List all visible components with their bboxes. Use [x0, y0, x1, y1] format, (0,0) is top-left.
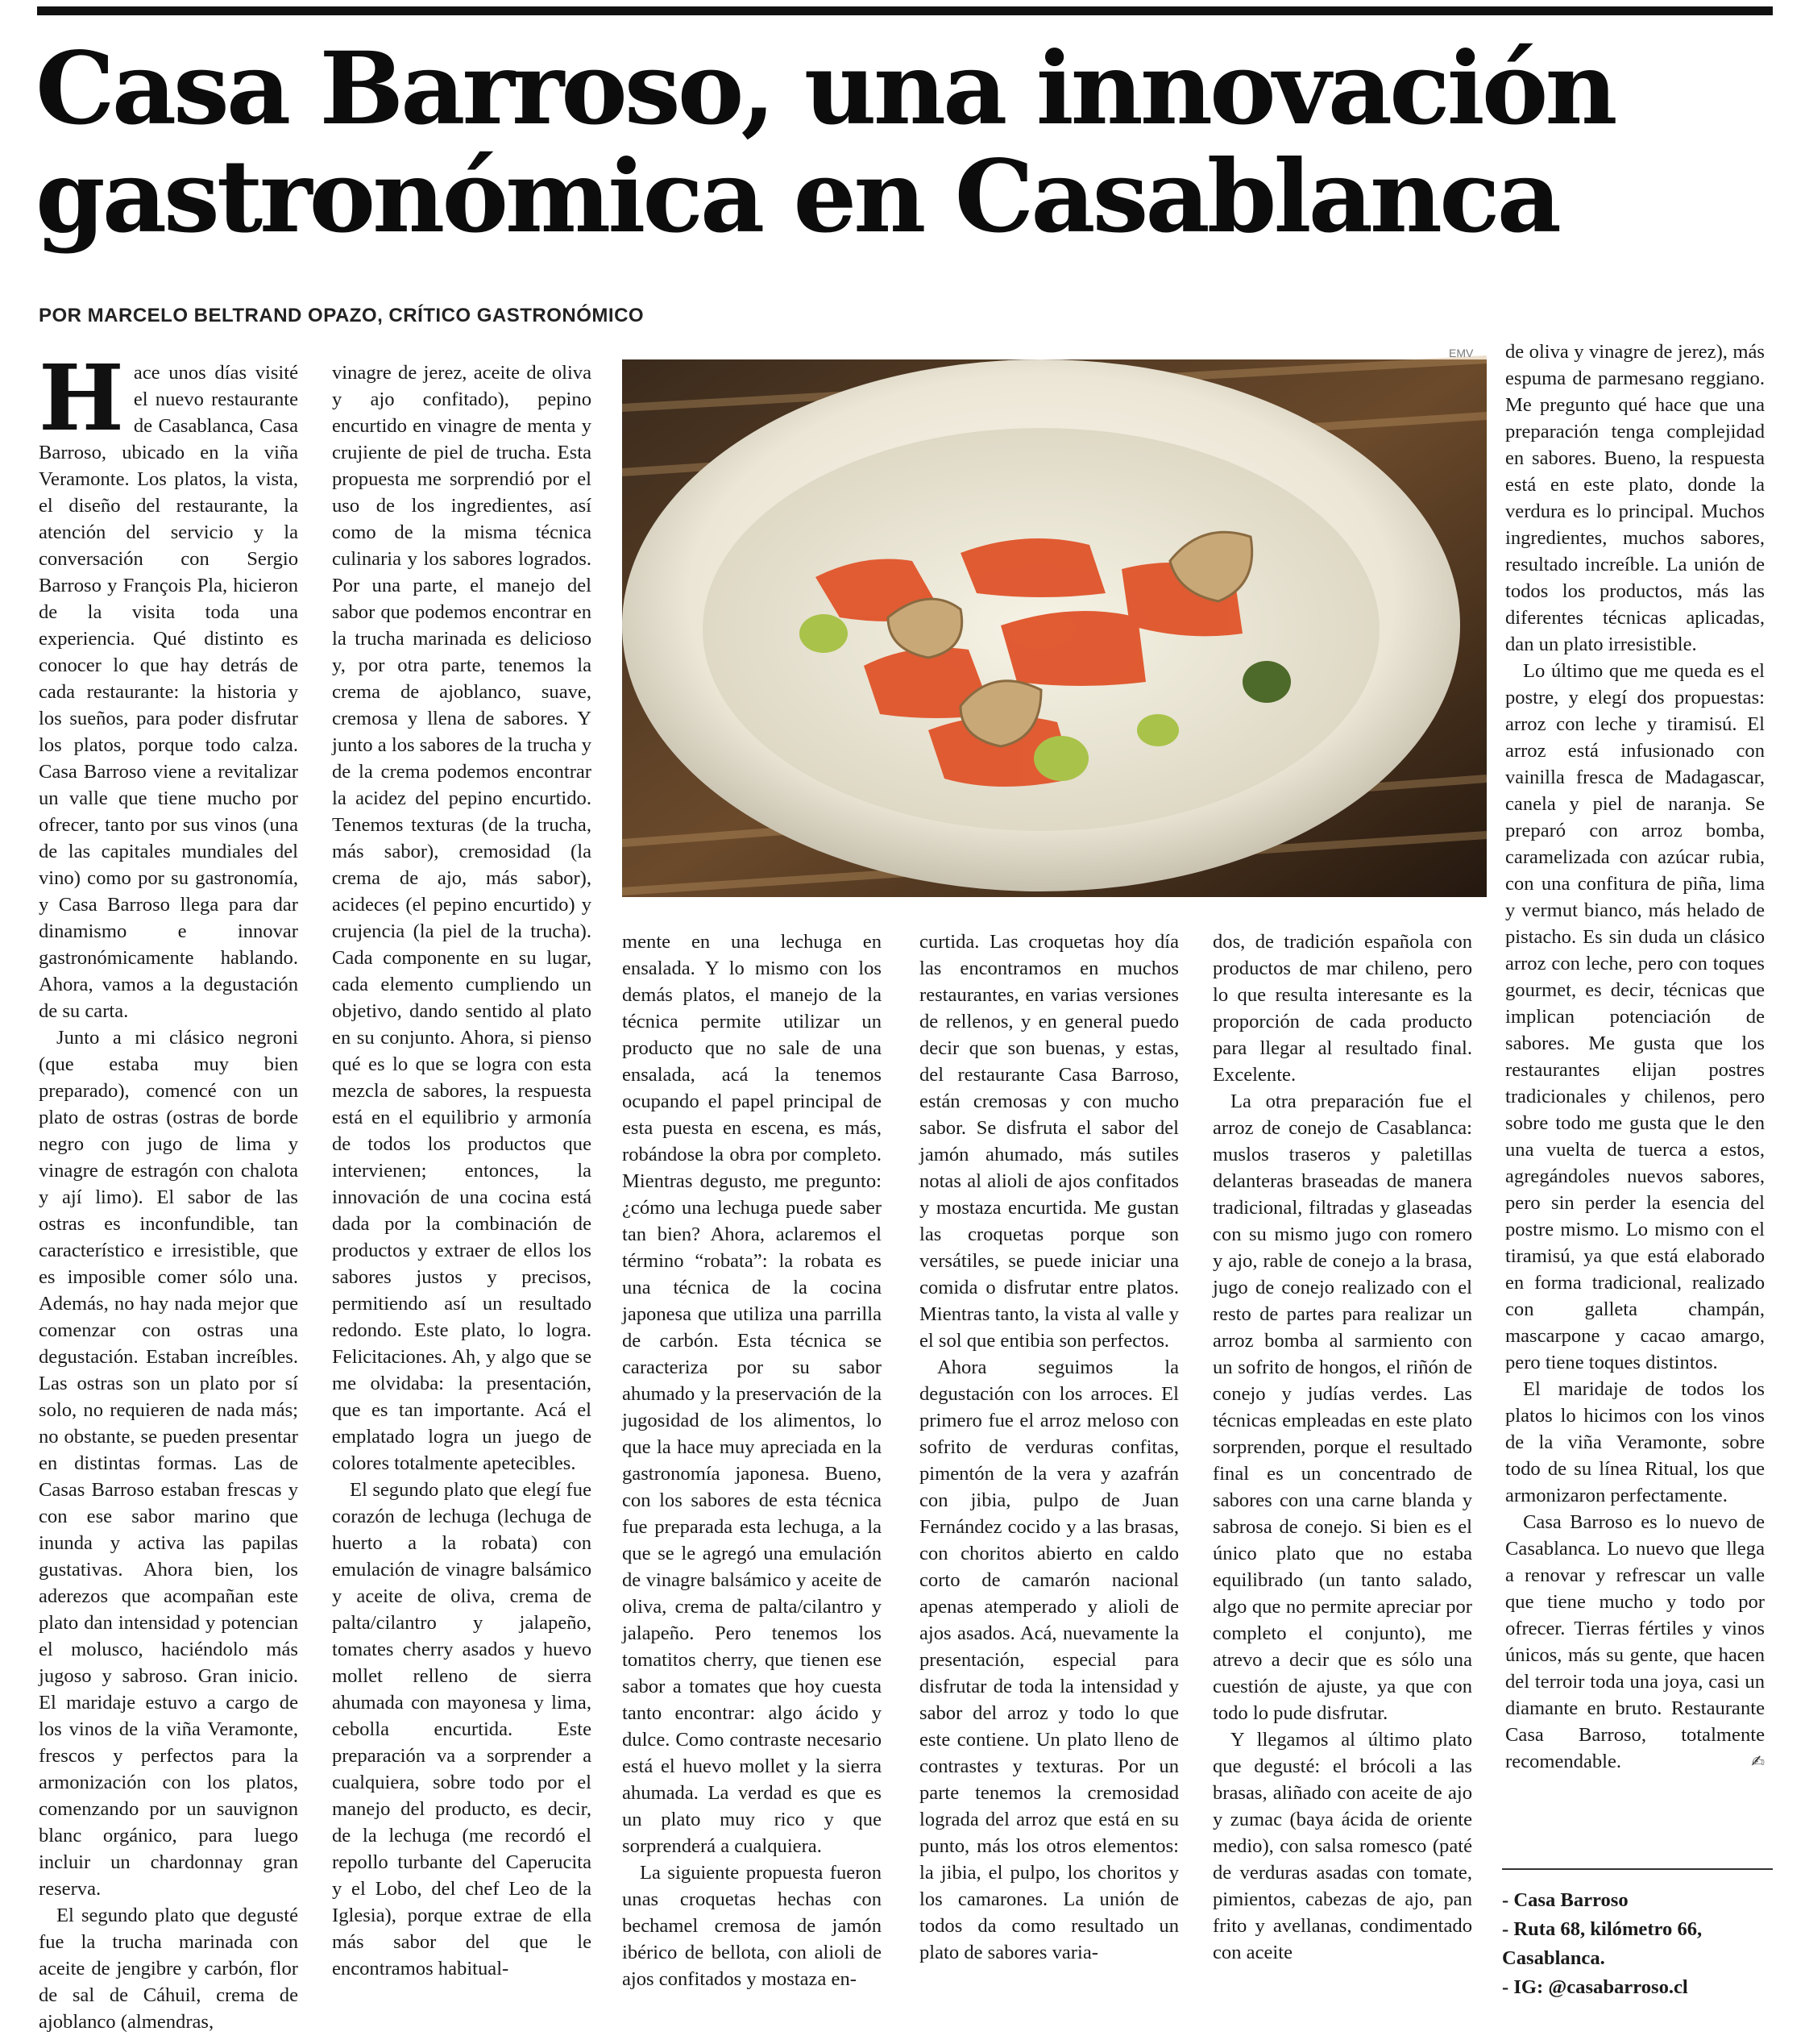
paragraph: curtida. Las croquetas hoy día las encontramos en muchos restaurantes, en varias versiones de rellenos, y en general puedo decir que son buenas, y estas, del restaurante Casa Barroso, están cremosas y con mucho sabor. Se disfruta el sabor del jamón ahumado, más sutiles notas al alioli de ajos confitados y mostaza encurtida. Me gustan las croquetas porque son versátiles, se puede iniciar una comida o disfrutar entre platos. Mientras tanto, la vista al valle y el sol que entibia son perfectos. — [919, 931, 1179, 1352]
paragraph-text: Casa Barroso es lo nuevo de Casablanca. Lo nuevo que llega a renovar y refrescar un valle que tiene mucho y todo por ofrecer. Tierras fértiles y vinos únicos, más su gente, que hacen del terroir toda una joya, casi un diamante en bruto. Restaurante Casa Barroso, totalmente recomendable. — [1505, 1511, 1765, 1772]
article-column-5 — [1213, 929, 1472, 2017]
paragraph: dos, de tradición española con productos de mar chileno, pero lo que resulta interesante es la proporción de cada producto para llegar al resultado final. Excelente. — [1213, 931, 1472, 1086]
headline — [35, 31, 1776, 256]
info-box-rule — [1502, 1868, 1773, 1870]
info-box — [1502, 1886, 1776, 2002]
info-instagram: - IG: @casabarroso.cl — [1502, 1976, 1688, 1998]
paragraph: mente en una lechuga en ensalada. Y lo mismo con los demás platos, el manejo de la técnica permite utilizar un producto que no sale de una ensalada, acá la tenemos ocupando el papel principal de esta puesta en escena, es más, robándose la obra por completo. Mientras degusto, me pregunto: ¿cómo una lechuga puede saber tan bien? Ahora, aclaremos el término “robata”: la robata es una técnica de la cocina japonesa que utiliza una parrilla de carbón. Esta técnica se caracteriza por su sabor ahumado y la preservación de la jugosidad de los alimentos, lo que la hace muy apreciada en la gastronomía japonesa. Bueno, con los sabores de esta técnica fue preparada esta lechuga, a la que se le agregó una emulación de vinagre balsámico y aceite de oliva, crema de palta/cilantro y jalapeño. Pero tenemos los tomatitos cherry, que tienen ese sabor a tomates que hoy cuesta tanto encontrar: algo ácido y dulce. Como contraste necesario está el huevo mollet y la sierra ahumada. La verdad es que es un plato muy rico y que sorprenderá a cualquiera. — [622, 931, 882, 1857]
top-rule — [37, 6, 1773, 15]
paragraph: Junto a mi clásico negroni (que estaba muy bien preparado), comencé con un plato de ostras (ostras de borde negro con jugo de lima y vinagre de estragón con chalota y ají limo). El sabor de las ostras es inconfundible, tan característico e irresistible, que es imposible comer sólo una. Además, no hay nada mejor que comenzar con ostras una degustación. Estaban increíbles. Las ostras son un plato por sí solo, no requieren de nada más; no obstante, se pueden presentar en distintas formas. Las de Casas Barroso estaban frescas y con ese sabor marino que inunda y activa las papilas gustativas. Ahora bien, los aderezos que acompañan este plato dan intensidad y potencian el molusco, haciéndolo más jugoso y sabroso. Gran inicio. El maridaje estuvo a cargo de los vinos de la viña Veramonte, frescos y perfectos para la armonización con los platos, comenzando por un sauvignon blanc orgánico, para luego incluir un chardonnay gran reserva. — [39, 1027, 298, 1900]
paragraph: vinagre de jerez, aceite de oliva y ajo confitado), pepino encurtido en vinagre de menta y crujiente de piel de trucha. Esta propuesta me sorprendió por el uso de los ingredientes, así como de la misma técnica culinaria y los sabores logrados. Por una parte, el manejo del sabor que podemos encontrar en la trucha marinada es delicioso y, por otra parte, tenemos la crema de ajoblanco, suave, cremosa y llena de sabores. Y junto a los sabores de la trucha y de la crema podemos encontrar la acidez del pepino encurtido. Tenemos texturas (de la trucha, más sabor), cremosidad (la crema de ajo, más sabor), acideces (el pepino encurtido) y crujencia (la piel de la trucha). Cada componente en su lugar, cada elemento cumpliendo un objetivo, dando sentido al plato en su conjunto. Ahora, si pienso qué es lo que se logra con esta mezcla de sabores, la respuesta está en el equilibrio y armonía de todos los productos que intervienen; entonces, la innovación de una cocina está dada por la combinación de productos y extraer de ellos los sabores justos y precisos, permitiendo así un resultado redondo. Este plato, lo logra. Felicitaciones. Ah, y algo que se me olvidaba: la presentación, que es tan importante. Acá el emplatado logra un juego de colores totalmente apetecibles. — [332, 362, 591, 1474]
paragraph — [1505, 1509, 1765, 1775]
info-city: Casablanca. — [1502, 1947, 1605, 1969]
paragraph — [39, 346, 298, 1024]
article-column-6 — [1505, 339, 1765, 1854]
paragraph: El segundo plato que elegí fue corazón de lechuga (lechuga de huerto a la robata) con emulación de vinagre balsámico y aceite de oliva, crema de palta/cilantro y jalapeño, tomates cherry asados y huevo mollet relleno de sierra ahumada con mayonesa y lima, cebolla encurtida. Este preparación va a sorprender a cualquiera, sobre todo por el manejo del producto, es decir, de la lechuga (me recordó el repollo turbante del Caperucita y el Lobo, del chef Leo de la Iglesia), porque extrae de ella más sabor del que le encontramos habitual- — [332, 1479, 591, 1980]
dish-photo — [622, 359, 1487, 897]
article-column-4 — [919, 929, 1179, 2017]
headline-line-1: Casa Barroso, una innovación — [35, 31, 1615, 147]
article-column-1 — [39, 346, 298, 2033]
paragraph: de oliva y vinagre de jerez), más espuma de parmesano reggiano. Me pregunto qué hace que una preparación tenga complejidad en sabores. Bueno, la respuesta está en este plato, donde la verdura es lo principal. Muchos ingredientes, muchos sabores, resultado increíble. La unión de todos los productos, más las diferentes técnicas aplicadas, dan un plato irresistible. — [1505, 341, 1765, 655]
photo-credit: EMV — [1449, 347, 1474, 359]
info-name: - Casa Barroso — [1502, 1889, 1629, 1911]
drop-cap: H — [39, 346, 124, 451]
paragraph: El maridaje de todos los platos lo hicimos con los vinos de la viña Veramonte, sobre todo de su línea Ritual, los que armonizaron perfectamente. — [1505, 1378, 1765, 1506]
article-column-3 — [622, 929, 882, 2017]
paragraph: La otra preparación fue el arroz de conejo de Casablanca: muslos traseros y paletillas delanteras braseadas de manera tradicional, filtradas y glaseadas con su mismo jugo con romero y ajo, rable de conejo a la brasa, jugo de conejo realizado con el resto de partes para realizar un arroz bomba al sarmiento con un sofrito de hongos, el riñón de conejo y judías verdes. Las técnicas empleadas en este plato sorprenden, porque el resultado final es un concentrado de sabores con una carne blanda y sabrosa de conejo. Si bien es el único plato que no estaba equilibrado (un tanto salado, algo que no permite apreciar por completo el conjunto), me atrevo a decir que es sólo una cuestión de ajuste, ya que con todo lo pude disfrutar. — [1213, 1091, 1472, 1724]
paragraph: Y llegamos al último plato que degusté: el brócoli a las brasas, aliñado con aceite de ajo y zumac (baya ácida de oriente medio), con salsa romesco (paté de verduras asadas con tomate, pimientos, cabezas de ajo, pan frito y avellanas, condimentado con aceite — [1213, 1729, 1472, 1963]
article-column-2 — [332, 359, 591, 2017]
headline-line-2: gastronómica en Casablanca — [35, 139, 1558, 256]
paragraph: Ahora seguimos la degustación con los arroces. El primero fue el arroz meloso con sofrito de verduras confitas, pimentón de la vera y azafrán con jibia, pulpo de Juan Fernández cocido y a las brasas, con choritos abierto en caldo corto de camarón nacional apenas atemperado y alioli de ajos asados. Acá, nuevamente la presentación, especial para disfrutar de toda la intensidad y sabor del arroz y todo lo que este contiene. Un plato lleno de contrastes y texturas. Por un parte tenemos la cremosidad lograda del arroz que está en su punto, más los otros elementos: la jibia, el pulpo, los choritos y los camarones. La unión de todos da como resultado un plato de sabores varia- — [919, 1356, 1179, 1963]
paragraph: Lo último que me queda es el postre, y elegí dos propuestas: arroz con leche y tiramisú. El arroz está infusionado con vainilla fresca de Madagascar, canela y piel de naranja. Se preparó con arroz bomba, caramelizada con azúcar rubia, con una confitura de piña, lima y vermut bianco, más helado de pistacho. Es sin duda un clásico arroz con leche, pero con toques gourmet, es decir, técnicas que implican potenciación de sabores. Me gusta que los restaurantes elijan postres tradicionales y chilenos, pero sobre todo me gusta que le den una vuelta de tuerca a estos, agregándoles nuevos sabores, pero sin perder la esencia del postre mismo. Lo mismo con el tiramisú, ya que está elaborado en forma tradicional, realizado con galleta champán, mascarpone y cacao amargo, pero tiene toques distintos. — [1505, 660, 1765, 1373]
byline: POR MARCELO BELTRAND OPAZO, CRÍTICO GASTRONÓMICO — [39, 305, 645, 326]
end-mark-icon: ✍ — [1751, 1751, 1765, 1771]
paragraph: El segundo plato que degusté fue la trucha marinada con aceite de jengibre y carbón, flor de sal de Cáhuil, crema de ajoblanco (almendras, — [39, 1905, 298, 2033]
info-address: - Ruta 68, kilómetro 66, — [1502, 1918, 1703, 1940]
paragraph: La siguiente propuesta fueron unas croquetas hechas con bechamel cremosa de jamón ibérico de bellota, con alioli de ajos confitados y mostaza en- — [622, 1862, 882, 1990]
paragraph-text: ace unos días visité el nuevo restaurante de Casablanca, Casa Barroso, ubicado en la viña Veramonte. Los platos, la vista, el diseño del restaurante, la atención del servicio y la conversación con Sergio Barroso y François Pla, hicieron de la visita toda una experiencia. Qué distinto es conocer lo que hay detrás de cada restaurante: la historia y los sueños, para poder disfrutar los platos, porque todo calza. Casa Barroso viene a revitalizar un valle que tiene mucho por ofrecer, tanto por sus vinos (una de las capitales mundiales del vino) como por su gastronomía, y Casa Barroso llega para dar dinamismo e innovar gastronómicamente hablando. Ahora, vamos a la degustación de su carta. — [39, 362, 298, 1022]
